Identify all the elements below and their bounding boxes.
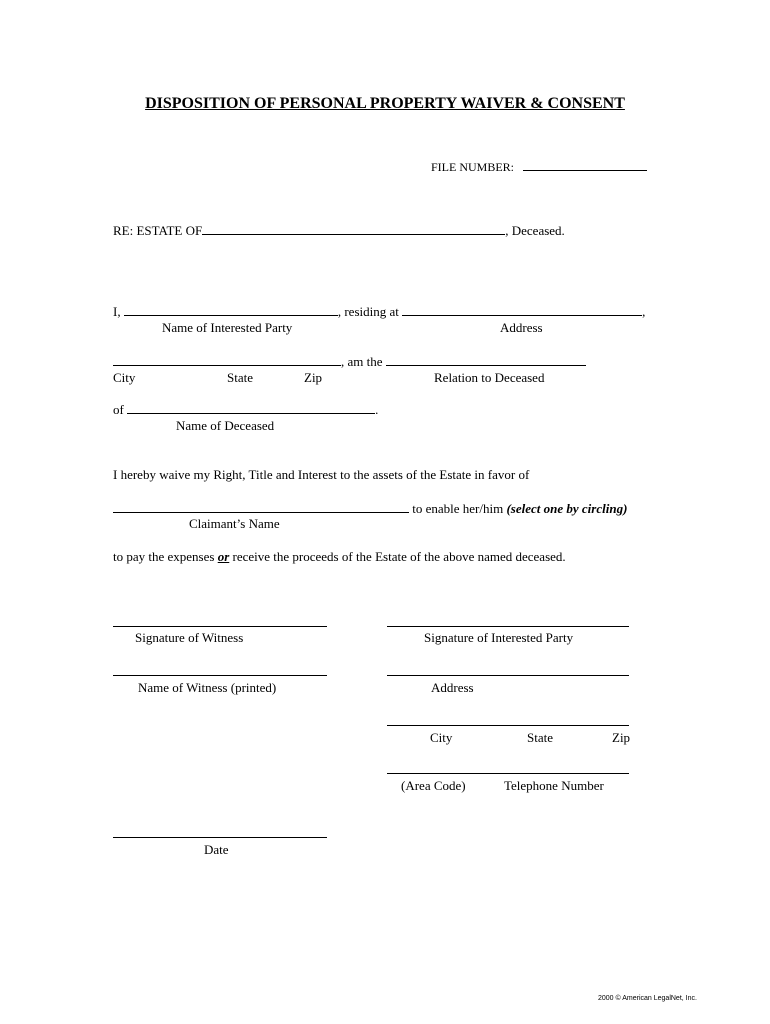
signature-of-interested-party-caption: Signature of Interested Party — [424, 630, 574, 645]
relation-caption: Relation to Deceased — [434, 370, 545, 385]
relation-field[interactable] — [386, 354, 586, 366]
residing-at-label: , residing at — [337, 304, 399, 319]
copyright-notice: 2000 © American LegalNet, Inc. — [598, 995, 697, 1002]
witness-name-line[interactable] — [113, 675, 327, 676]
receive-proceeds-text: receive the proceeds of the Estate of the above named deceased. — [229, 549, 566, 564]
signature-address-caption: Address — [431, 680, 474, 695]
period: . — [375, 402, 379, 417]
address-field[interactable] — [402, 304, 642, 316]
claimant-row — [113, 501, 627, 515]
file-number-field[interactable] — [523, 159, 647, 171]
deceased-name-field[interactable] — [127, 402, 375, 414]
party-telephone-line[interactable] — [387, 773, 629, 774]
i-label: I, — [113, 304, 121, 319]
am-the-label: , am the — [341, 354, 383, 369]
document-title: DISPOSITION OF PERSONAL PROPERTY WAIVER & CONSENT — [145, 95, 625, 112]
name-of-witness-caption: Name of Witness (printed) — [138, 680, 277, 695]
date-caption: Date — [204, 842, 229, 857]
file-number-row — [431, 159, 647, 173]
claimants-name-caption: Claimant’s Name — [189, 516, 280, 531]
address-caption: Address — [500, 320, 543, 335]
interested-party-name-field[interactable] — [124, 304, 338, 316]
party-address-line[interactable] — [387, 675, 629, 676]
telephone-number-caption: Telephone Number — [504, 778, 604, 793]
waiver-statement: I hereby waive my Right, Title and Interest to the assets of the Estate in favor of — [113, 467, 530, 482]
estate-row — [113, 223, 565, 237]
to-enable-label: to enable her/him — [412, 501, 504, 516]
pay-expenses-text: to pay the expenses — [113, 549, 218, 564]
interested-party-row — [113, 304, 645, 318]
signature-state-caption: State — [527, 730, 553, 745]
deceased-suffix: , Deceased. — [505, 223, 565, 238]
deceased-row — [113, 402, 378, 416]
party-city-state-zip-line[interactable] — [387, 725, 629, 726]
of-label: of — [113, 402, 124, 417]
party-signature-line[interactable] — [387, 626, 629, 627]
file-number-label: FILE NUMBER: — [431, 160, 515, 174]
select-one-note: (select one by circling) — [506, 501, 628, 516]
claimant-name-field[interactable] — [113, 501, 409, 513]
estate-name-field[interactable] — [202, 223, 505, 235]
name-of-interested-party-caption: Name of Interested Party — [162, 320, 293, 335]
estate-label: RE: ESTATE OF — [113, 223, 203, 238]
pay-expenses-row — [113, 550, 566, 563]
signature-of-witness-caption: Signature of Witness — [135, 630, 244, 645]
name-of-deceased-caption: Name of Deceased — [176, 418, 275, 433]
or-option[interactable]: or — [217, 549, 230, 564]
city-relation-row — [113, 354, 586, 368]
city-caption: City — [113, 370, 136, 385]
city-state-zip-field[interactable] — [113, 354, 341, 366]
signature-city-caption: City — [430, 730, 453, 745]
area-code-caption: (Area Code) — [401, 778, 466, 793]
signature-zip-caption: Zip — [612, 730, 631, 745]
state-caption: State — [227, 370, 253, 385]
witness-signature-line[interactable] — [113, 626, 327, 627]
comma: , — [642, 304, 646, 319]
date-line[interactable] — [113, 837, 327, 838]
zip-caption: Zip — [304, 370, 323, 385]
